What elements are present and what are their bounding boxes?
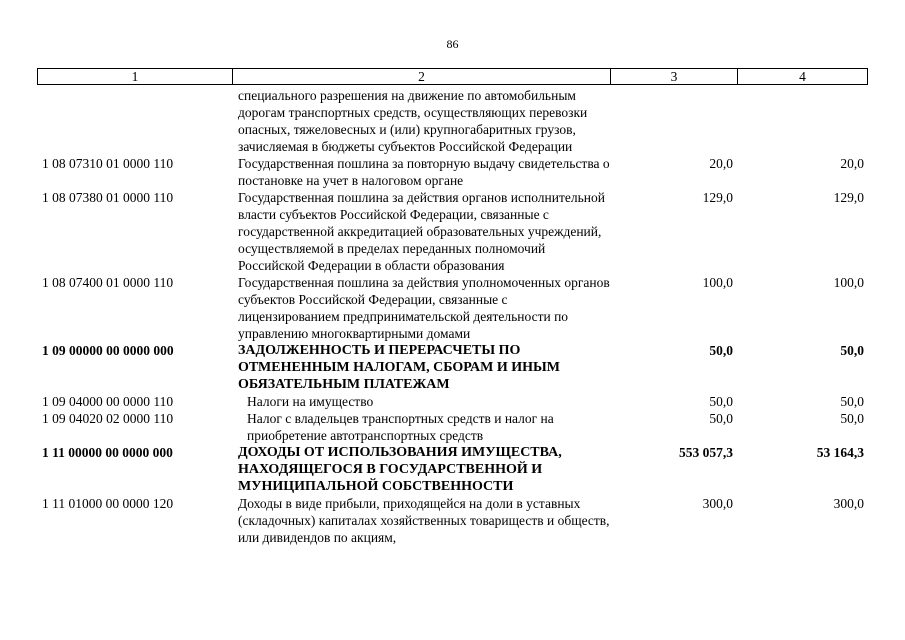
row-value-col4: 50,0 [840, 394, 864, 409]
row-value-col4: 50,0 [840, 343, 864, 358]
table-row [0, 274, 905, 342]
row-code: 1 09 00000 00 0000 000 [42, 343, 174, 358]
row-value-col4: 129,0 [833, 190, 864, 205]
row-description: специального разрешения на движение по автомобильным дорогам транспортных средств, осуществляющих перевозки опасных, тяжеловесных и (или) крупногабаритных грузов, зачисляемая в бюджеты субъектов Российской Федерации [238, 88, 588, 154]
table-row [0, 410, 905, 444]
column-header-2: 2 [233, 69, 611, 85]
column-header-table [37, 68, 868, 85]
budget-table-body [0, 87, 905, 546]
row-code: 1 11 01000 00 0000 120 [42, 496, 174, 511]
row-value-col3: 20,0 [709, 156, 733, 171]
table-row-section [0, 342, 905, 393]
row-value-col4: 20,0 [840, 156, 864, 171]
row-description: Государственная пошлина за действия органов исполнительной власти субъектов Российской Федерации, связанные с государственной аккредитацией образовательных учреждений, осуществляемой в пределах переданных полномочий Российской Федерации в области образования [238, 190, 605, 273]
row-value-col4: 100,0 [833, 275, 864, 290]
table-row [0, 189, 905, 274]
row-value-col4: 53 164,3 [816, 445, 864, 460]
row-value-col3: 129,0 [702, 190, 733, 205]
column-header-1: 1 [38, 69, 233, 85]
row-description: Государственная пошлина за повторную выдачу свидетельства о постановке на учет в налоговом органе [238, 156, 610, 188]
row-description: Государственная пошлина за действия уполномоченных органов субъектов Российской Федерации, связанные с лицензированием предпринимательской деятельности по управлению многоквартирными домами [238, 275, 610, 341]
column-header-3: 3 [611, 69, 738, 85]
row-code: 1 08 07310 01 0000 110 [42, 156, 174, 171]
row-value-col3: 300,0 [702, 496, 733, 511]
table-row [0, 495, 905, 546]
row-description: Налог с владельцев транспортных средств и налог на приобретение автотранспортных средств [247, 411, 554, 443]
table-row [0, 393, 905, 410]
column-header-4: 4 [738, 69, 868, 85]
table-row-section [0, 444, 905, 495]
row-value-col3: 100,0 [702, 275, 733, 290]
row-code: 1 08 07380 01 0000 110 [42, 190, 174, 205]
row-code: 1 11 00000 00 0000 000 [42, 445, 173, 460]
page-number: 86 [446, 37, 459, 51]
table-row [0, 155, 905, 189]
row-value-col3: 50,0 [709, 411, 733, 426]
row-description: Налоги на имущество [247, 394, 374, 409]
row-description: ЗАДОЛЖЕННОСТЬ И ПЕРЕРАСЧЕТЫ ПО ОТМЕНЕННЫМ НАЛОГАМ, СБОРАМ И ИНЫМ ОБЯЗАТЕЛЬНЫМ ПЛАТЕЖАМ [238, 343, 560, 392]
row-description: ДОХОДЫ ОТ ИСПОЛЬЗОВАНИЯ ИМУЩЕСТВА, НАХОДЯЩЕГОСЯ В ГОСУДАРСТВЕННОЙ И МУНИЦИПАЛЬНОЙ СОБСТВЕННОСТИ [238, 445, 562, 494]
row-value-col3: 553 057,3 [679, 445, 733, 460]
row-description: Доходы в виде прибыли, приходящейся на доли в уставных (складочных) капиталах хозяйственных товариществ и обществ, или дивидендов по акциям, [238, 496, 610, 545]
table-row [0, 87, 905, 155]
row-value-col3: 50,0 [709, 394, 733, 409]
row-value-col4: 50,0 [840, 411, 864, 426]
row-code: 1 08 07400 01 0000 110 [42, 275, 174, 290]
row-code: 1 09 04000 00 0000 110 [42, 394, 174, 409]
row-value-col3: 50,0 [709, 343, 733, 358]
row-code: 1 09 04020 02 0000 110 [42, 411, 174, 426]
row-value-col4: 300,0 [833, 496, 864, 511]
